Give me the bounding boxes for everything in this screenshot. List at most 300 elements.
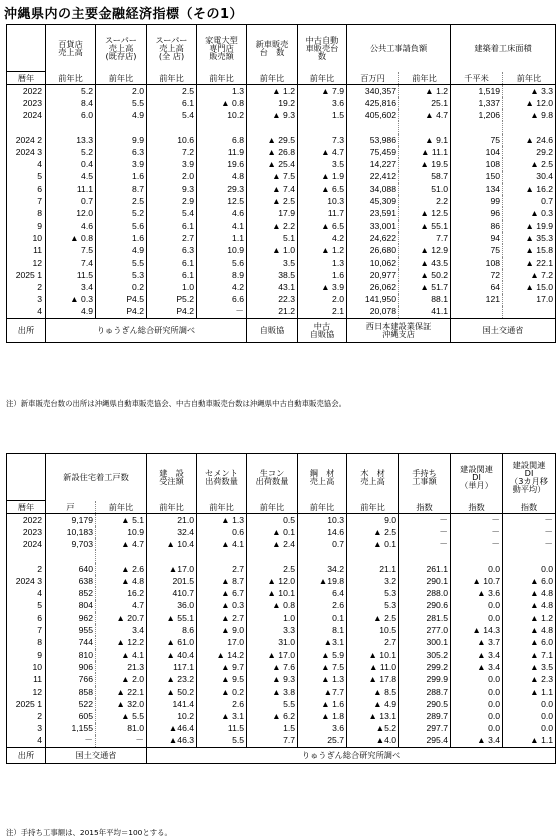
period-label: 2022 [7, 85, 46, 97]
data-cell: 3.3 [247, 624, 298, 636]
data-cell: 1.5 [298, 109, 347, 121]
data-cell: 36.0 [147, 600, 197, 612]
table-row [7, 649, 556, 661]
period-label: 2023 [7, 97, 46, 109]
period-label: 3 [7, 294, 46, 306]
data-cell: ▲ 12.0 [247, 575, 298, 587]
table1-header: 中古自動 車販売台 数 [298, 25, 347, 72]
data-cell: 22,412 [369, 171, 396, 182]
unit-cell: 前年比 [247, 72, 298, 85]
data-cell: 1.6 [298, 269, 347, 281]
data-cell: 5.2 [46, 85, 96, 97]
period-label [7, 121, 46, 133]
table-row [7, 220, 556, 232]
unit-cell: 前年比 [147, 72, 197, 85]
data-cell: ▲ 15.0 [503, 281, 556, 293]
data-cell: 2.7 [347, 636, 399, 648]
data-cell [298, 121, 347, 133]
data-cell: 5.4 [147, 207, 197, 219]
data-cell: 19.6 [197, 158, 247, 170]
table-row [7, 109, 556, 121]
data-cell: 858 [78, 686, 93, 697]
data-cell: ▲ 0.2 [197, 686, 247, 698]
data-cell: 10.3 [298, 514, 347, 526]
page-title: 沖縄県内の主要金融経済指標（その1） [4, 7, 244, 22]
data-cell: 1.6 [96, 232, 147, 244]
table-row [7, 134, 556, 146]
data-cell: 0.0 [503, 710, 556, 722]
table1-unit-row [7, 72, 556, 85]
data-cell: P5.2 [147, 294, 197, 306]
period-label: 10 [7, 232, 46, 244]
data-cell: P4.2 [147, 306, 197, 318]
data-cell: 3.5 [298, 158, 347, 170]
data-cell: 2.5 [247, 563, 298, 575]
data-cell: 31.0 [247, 636, 298, 648]
data-cell: ▲ 24.6 [503, 134, 556, 146]
data-cell: 75 [490, 134, 501, 145]
data-cell: ▲ 7.1 [503, 649, 556, 661]
data-cell: ▲ 4.1 [96, 649, 147, 661]
data-cell: 766 [78, 674, 93, 685]
data-cell: 295.4 [399, 735, 451, 747]
data-cell: 20,078 [369, 306, 396, 317]
data-cell: ▲ 12.2 [96, 636, 147, 648]
data-cell: ▲ 1.1 [503, 735, 556, 747]
data-cell: 640 [78, 563, 93, 574]
data-cell: 4.9 [46, 306, 96, 318]
table1-header: スーパー 売上高 (全 店) [147, 25, 197, 72]
data-cell: 22.3 [247, 294, 298, 306]
data-cell: 8.7 [96, 183, 147, 195]
data-cell: 4.2 [298, 232, 347, 244]
data-cell: ▲ 1.2 [247, 85, 298, 97]
data-cell: 26,062 [369, 282, 396, 293]
data-cell: 10.5 [347, 624, 399, 636]
data-cell: 7.2 [147, 146, 197, 158]
data-cell: 7.3 [298, 134, 347, 146]
unit-cell: 戸 [46, 501, 96, 514]
data-cell: 288.0 [399, 587, 451, 599]
data-cell: ▲ 9.3 [247, 673, 298, 685]
table-row [7, 600, 556, 612]
data-cell: ▲ 20.7 [96, 612, 147, 624]
data-cell: 3.4 [96, 624, 147, 636]
data-cell: 288.7 [399, 686, 451, 698]
period-label: 8 [7, 636, 46, 648]
data-cell: 121 [485, 294, 501, 305]
data-cell: 8.6 [147, 624, 197, 636]
period-label: 3 [7, 723, 46, 735]
data-cell: 0.2 [96, 281, 147, 293]
data-cell: 340,357 [364, 85, 396, 96]
data-cell: 25.1 [399, 97, 451, 109]
table1-header-row [7, 25, 556, 72]
data-cell: 290.6 [399, 600, 451, 612]
period-label: 11 [7, 673, 46, 685]
unit-cell: 指数 [451, 501, 503, 514]
financial-indicators-table-1 [6, 24, 556, 343]
data-cell: ▲ 6.2 [247, 710, 298, 722]
data-cell: ▲ 55.1 [399, 220, 451, 232]
data-cell [46, 121, 96, 133]
data-cell: ▲ 43.5 [399, 257, 451, 269]
data-cell: ▲ 6.5 [298, 220, 347, 232]
data-cell: ▲ 9.7 [197, 661, 247, 673]
data-cell: 12.5 [197, 195, 247, 207]
data-cell: 0.7 [503, 195, 556, 207]
data-cell [46, 550, 96, 562]
data-cell [347, 550, 399, 562]
table2-header: セメント 出荷数量 [197, 454, 247, 501]
data-cell: ▲ 1.8 [298, 710, 347, 722]
data-cell: 13.3 [46, 134, 96, 146]
period-label: 2024 [7, 109, 46, 121]
data-cell: 94 [490, 232, 501, 243]
data-cell: 5.2 [96, 207, 147, 219]
data-cell: 6.1 [147, 257, 197, 269]
data-cell: ▲4.0 [347, 735, 399, 747]
data-cell: 5.4 [147, 109, 197, 121]
table2-header: 新設住宅着工戸数 [46, 454, 147, 501]
data-cell: 605 [78, 711, 93, 722]
data-cell: 8.9 [197, 269, 247, 281]
data-cell [96, 550, 147, 562]
data-cell: ▲ 26.8 [247, 146, 298, 158]
data-cell: 1,206 [478, 109, 501, 120]
data-cell: ▲ 0.1 [247, 526, 298, 538]
table1-source-row [7, 318, 556, 342]
data-cell: ▲ 7.4 [247, 183, 298, 195]
data-cell: 16.2 [96, 587, 147, 599]
period-label: 2025 1 [7, 269, 46, 281]
data-cell: ▲ 2.7 [197, 612, 247, 624]
unit-cell: 指数 [399, 501, 451, 514]
data-cell: P4.5 [96, 294, 147, 306]
data-cell: 1.1 [197, 232, 247, 244]
data-cell: ▲ 9.1 [399, 134, 451, 146]
unit-cell: 前年比 [503, 72, 556, 85]
data-cell: 955 [78, 625, 93, 636]
data-cell [147, 550, 197, 562]
data-cell: 8.4 [46, 97, 96, 109]
data-cell: 32.4 [147, 526, 197, 538]
data-cell: ▲ 10.1 [247, 587, 298, 599]
table2-header: 木 材 売上高 [347, 454, 399, 501]
data-cell: 0.5 [247, 514, 298, 526]
data-cell: ▲ 0.3 [46, 294, 96, 306]
data-cell: 26,680 [369, 245, 396, 256]
unit-cell: 前年比 [247, 501, 298, 514]
data-cell: 58.7 [399, 171, 451, 183]
data-cell: ▲ 3.1 [197, 710, 247, 722]
period-label: 12 [7, 257, 46, 269]
data-cell: 41.1 [399, 306, 451, 318]
table-row [7, 97, 556, 109]
data-cell: 5.6 [96, 220, 147, 232]
data-cell: 17.9 [247, 207, 298, 219]
data-cell: 0.0 [503, 563, 556, 575]
data-cell: ▲ 19.5 [399, 158, 451, 170]
data-cell: 305.2 [399, 649, 451, 661]
data-cell: 0.0 [451, 686, 503, 698]
data-cell: 3.5 [247, 257, 298, 269]
data-cell: 281.5 [399, 612, 451, 624]
data-cell: 6.8 [197, 134, 247, 146]
data-cell: 38.5 [247, 269, 298, 281]
data-cell [96, 121, 147, 133]
data-cell: 134 [485, 183, 501, 194]
data-cell: 1,337 [478, 97, 501, 108]
data-cell: 2.0 [147, 171, 197, 183]
data-cell [503, 121, 556, 133]
data-cell: ▲ 8.7 [197, 575, 247, 587]
data-cell: 5.6 [197, 257, 247, 269]
data-cell: 64 [490, 282, 501, 293]
period-label: 2024 [7, 538, 46, 550]
data-cell: 11.5 [197, 723, 247, 735]
period-label: 8 [7, 207, 46, 219]
data-cell: 43.1 [247, 281, 298, 293]
data-cell: 5.5 [96, 257, 147, 269]
data-cell: ▲ 2.5 [503, 158, 556, 170]
data-cell: ▲ 3.7 [451, 636, 503, 648]
data-cell: 3.6 [298, 97, 347, 109]
data-cell: 3.6 [298, 723, 347, 735]
table2-header: 建設関連 DI （3カ月移 動平均） [503, 454, 556, 501]
data-cell: 261.1 [399, 563, 451, 575]
data-cell: 10.9 [197, 244, 247, 256]
data-cell: ▲ 0.3 [503, 207, 556, 219]
data-cell: ▲ 12.5 [399, 207, 451, 219]
period-label: 10 [7, 661, 46, 673]
data-cell: ▲ 3.4 [451, 735, 503, 747]
data-cell: 4.6 [46, 220, 96, 232]
data-cell: 0.0 [451, 563, 503, 575]
data-cell: 7.5 [46, 244, 96, 256]
data-cell: 1,519 [478, 85, 501, 96]
data-cell: － [399, 514, 451, 526]
data-cell: 9.3 [147, 183, 197, 195]
data-cell: 2.7 [197, 563, 247, 575]
data-cell: 4.1 [197, 220, 247, 232]
table1-header: 家電大型 専門店 販売額 [197, 25, 247, 72]
data-cell: ▲ 4.7 [96, 538, 147, 550]
data-cell: ▲ 4.8 [503, 600, 556, 612]
data-cell: 6.3 [96, 146, 147, 158]
table-row [7, 195, 556, 207]
table-row [7, 723, 556, 735]
data-cell: ▲ 4.8 [96, 575, 147, 587]
unit-cell: 前年比 [147, 501, 197, 514]
data-cell: 0.1 [298, 612, 347, 624]
data-cell: 19.2 [247, 97, 298, 109]
data-cell: － [451, 526, 503, 538]
data-cell: ▲ 1.9 [298, 171, 347, 183]
data-cell: ▲ 29.5 [247, 134, 298, 146]
data-cell: 2.5 [96, 195, 147, 207]
data-cell: P4.2 [96, 306, 147, 318]
period-label: 2024 3 [7, 146, 46, 158]
data-cell: 10,062 [369, 257, 396, 268]
data-cell: ▲ 1.1 [503, 686, 556, 698]
data-cell: 290.1 [399, 575, 451, 587]
data-cell [451, 121, 503, 133]
data-cell: ▲ 3.4 [451, 661, 503, 673]
data-cell: 30.4 [503, 171, 556, 183]
data-cell: 10.2 [147, 710, 197, 722]
data-cell: ▲ 1.3 [298, 673, 347, 685]
period-label: 9 [7, 220, 46, 232]
data-cell: 3.4 [46, 281, 96, 293]
data-cell [147, 121, 197, 133]
data-cell: ▲ 0.1 [347, 538, 399, 550]
data-cell [399, 121, 451, 133]
source-cell: りゅうぎん総合研究所調べ [147, 747, 556, 763]
data-cell: 2.1 [298, 306, 347, 318]
data-cell: 24,622 [369, 232, 396, 243]
period-label: 2 [7, 281, 46, 293]
data-cell: ▲ 7.5 [298, 661, 347, 673]
data-cell: ▲ 4.1 [197, 538, 247, 550]
data-cell: ▲ 5.1 [96, 514, 147, 526]
data-cell: － [503, 538, 556, 550]
data-cell: 2.6 [298, 600, 347, 612]
data-cell: ▲ 16.2 [503, 183, 556, 195]
data-cell: 5.3 [347, 600, 399, 612]
data-cell: ▲ 1.2 [399, 85, 451, 97]
period-label: 7 [7, 624, 46, 636]
table-row [7, 698, 556, 710]
data-cell: 0.0 [503, 723, 556, 735]
data-cell: ▲ 9.8 [503, 109, 556, 121]
data-cell: 21.1 [347, 563, 399, 575]
data-cell: 23,591 [369, 208, 396, 219]
data-cell: 29.3 [197, 183, 247, 195]
data-cell: ▲ 6.7 [197, 587, 247, 599]
table1-header: 建築着工床面積 [451, 25, 556, 72]
table2-header: 鋼 材 売上高 [298, 454, 347, 501]
table-row [7, 146, 556, 158]
unit-cell: 前年比 [96, 72, 147, 85]
data-cell: ▲ 0.8 [197, 97, 247, 109]
source-cell: 西日本建設業保証 沖縄支店 [347, 318, 451, 342]
period-label: 2 [7, 710, 46, 722]
table-row [7, 612, 556, 624]
data-cell: ▲ 12.0 [503, 97, 556, 109]
data-cell: ▲ 23.2 [147, 673, 197, 685]
data-cell: 4.9 [96, 244, 147, 256]
data-cell: 86 [490, 220, 501, 231]
unit-cell: 前年比 [399, 72, 451, 85]
period-label: 12 [7, 686, 46, 698]
data-cell: 117.1 [147, 661, 197, 673]
table-row [7, 281, 556, 293]
data-cell: 7.4 [46, 257, 96, 269]
data-cell: ▲ 1.3 [197, 514, 247, 526]
data-cell: 11.9 [197, 146, 247, 158]
data-cell: ▲ 2.5 [347, 526, 399, 538]
data-cell: ▲ 2.4 [247, 538, 298, 550]
data-cell [197, 121, 247, 133]
financial-indicators-table-2 [6, 453, 556, 764]
data-cell: ▲ 50.2 [399, 269, 451, 281]
data-cell: 744 [78, 637, 93, 648]
data-cell: 290.5 [399, 698, 451, 710]
period-label: 2024 3 [7, 575, 46, 587]
data-cell: ▲ 3.5 [503, 661, 556, 673]
data-cell: ▲ 2.3 [503, 673, 556, 685]
data-cell: 1.0 [247, 612, 298, 624]
data-cell: ▲ 8.5 [347, 686, 399, 698]
data-cell: 10.6 [147, 134, 197, 146]
data-cell: ▲46.3 [147, 735, 197, 747]
data-cell: ▲ 3.4 [451, 649, 503, 661]
data-cell: 45,309 [369, 196, 396, 207]
data-cell: 9.9 [96, 134, 147, 146]
data-cell: ▲ 22.1 [96, 686, 147, 698]
data-cell: 104 [485, 146, 501, 157]
data-cell: － [399, 526, 451, 538]
period-label: 11 [7, 244, 46, 256]
data-cell: 0.0 [451, 698, 503, 710]
data-cell: ▲ 4.9 [347, 698, 399, 710]
data-cell: 405,602 [364, 109, 396, 120]
data-cell: ▲ 61.0 [147, 636, 197, 648]
data-cell: 9.0 [347, 514, 399, 526]
period-label: 6 [7, 183, 46, 195]
data-cell: ▲ 2.6 [96, 563, 147, 575]
data-cell: 10.3 [298, 195, 347, 207]
data-cell: ▲ 1.2 [298, 244, 347, 256]
data-cell: ▲ 35.3 [503, 232, 556, 244]
unit-cell: 暦年 [7, 501, 46, 514]
table-row [7, 171, 556, 183]
data-cell: ▲ 4.7 [399, 109, 451, 121]
data-cell: ▲ 0.8 [46, 232, 96, 244]
data-cell: ▲ 7.5 [247, 171, 298, 183]
data-cell: 1,155 [71, 723, 93, 734]
data-cell: 75 [490, 245, 501, 256]
data-cell: 4.2 [197, 281, 247, 293]
data-cell: 5.5 [247, 698, 298, 710]
data-cell: 6.6 [197, 294, 247, 306]
data-cell: ▲ 10.1 [347, 649, 399, 661]
period-label: 2023 [7, 526, 46, 538]
data-cell [298, 550, 347, 562]
data-cell: ▲ 1.6 [298, 698, 347, 710]
data-cell: ▲ 2.2 [247, 220, 298, 232]
data-cell: 96 [490, 208, 501, 219]
data-cell: 72 [490, 269, 501, 280]
table2-header: 手持ち 工事額 [399, 454, 451, 501]
data-cell: ▲ 40.4 [147, 649, 197, 661]
data-cell: 0.0 [451, 612, 503, 624]
data-cell: 141.4 [147, 698, 197, 710]
data-cell: ▲ 3.9 [298, 281, 347, 293]
data-cell: 4.6 [197, 207, 247, 219]
data-cell: 906 [78, 661, 93, 672]
data-cell: ▲ 9.5 [197, 673, 247, 685]
period-label: 5 [7, 600, 46, 612]
data-cell: 1.5 [247, 723, 298, 735]
data-cell: － [84, 735, 93, 746]
unit-cell: 前年比 [197, 501, 247, 514]
data-cell: ▲ 19.9 [503, 220, 556, 232]
source-label: 出所 [7, 318, 46, 342]
data-cell: 810 [78, 649, 93, 660]
table-row [7, 538, 556, 550]
